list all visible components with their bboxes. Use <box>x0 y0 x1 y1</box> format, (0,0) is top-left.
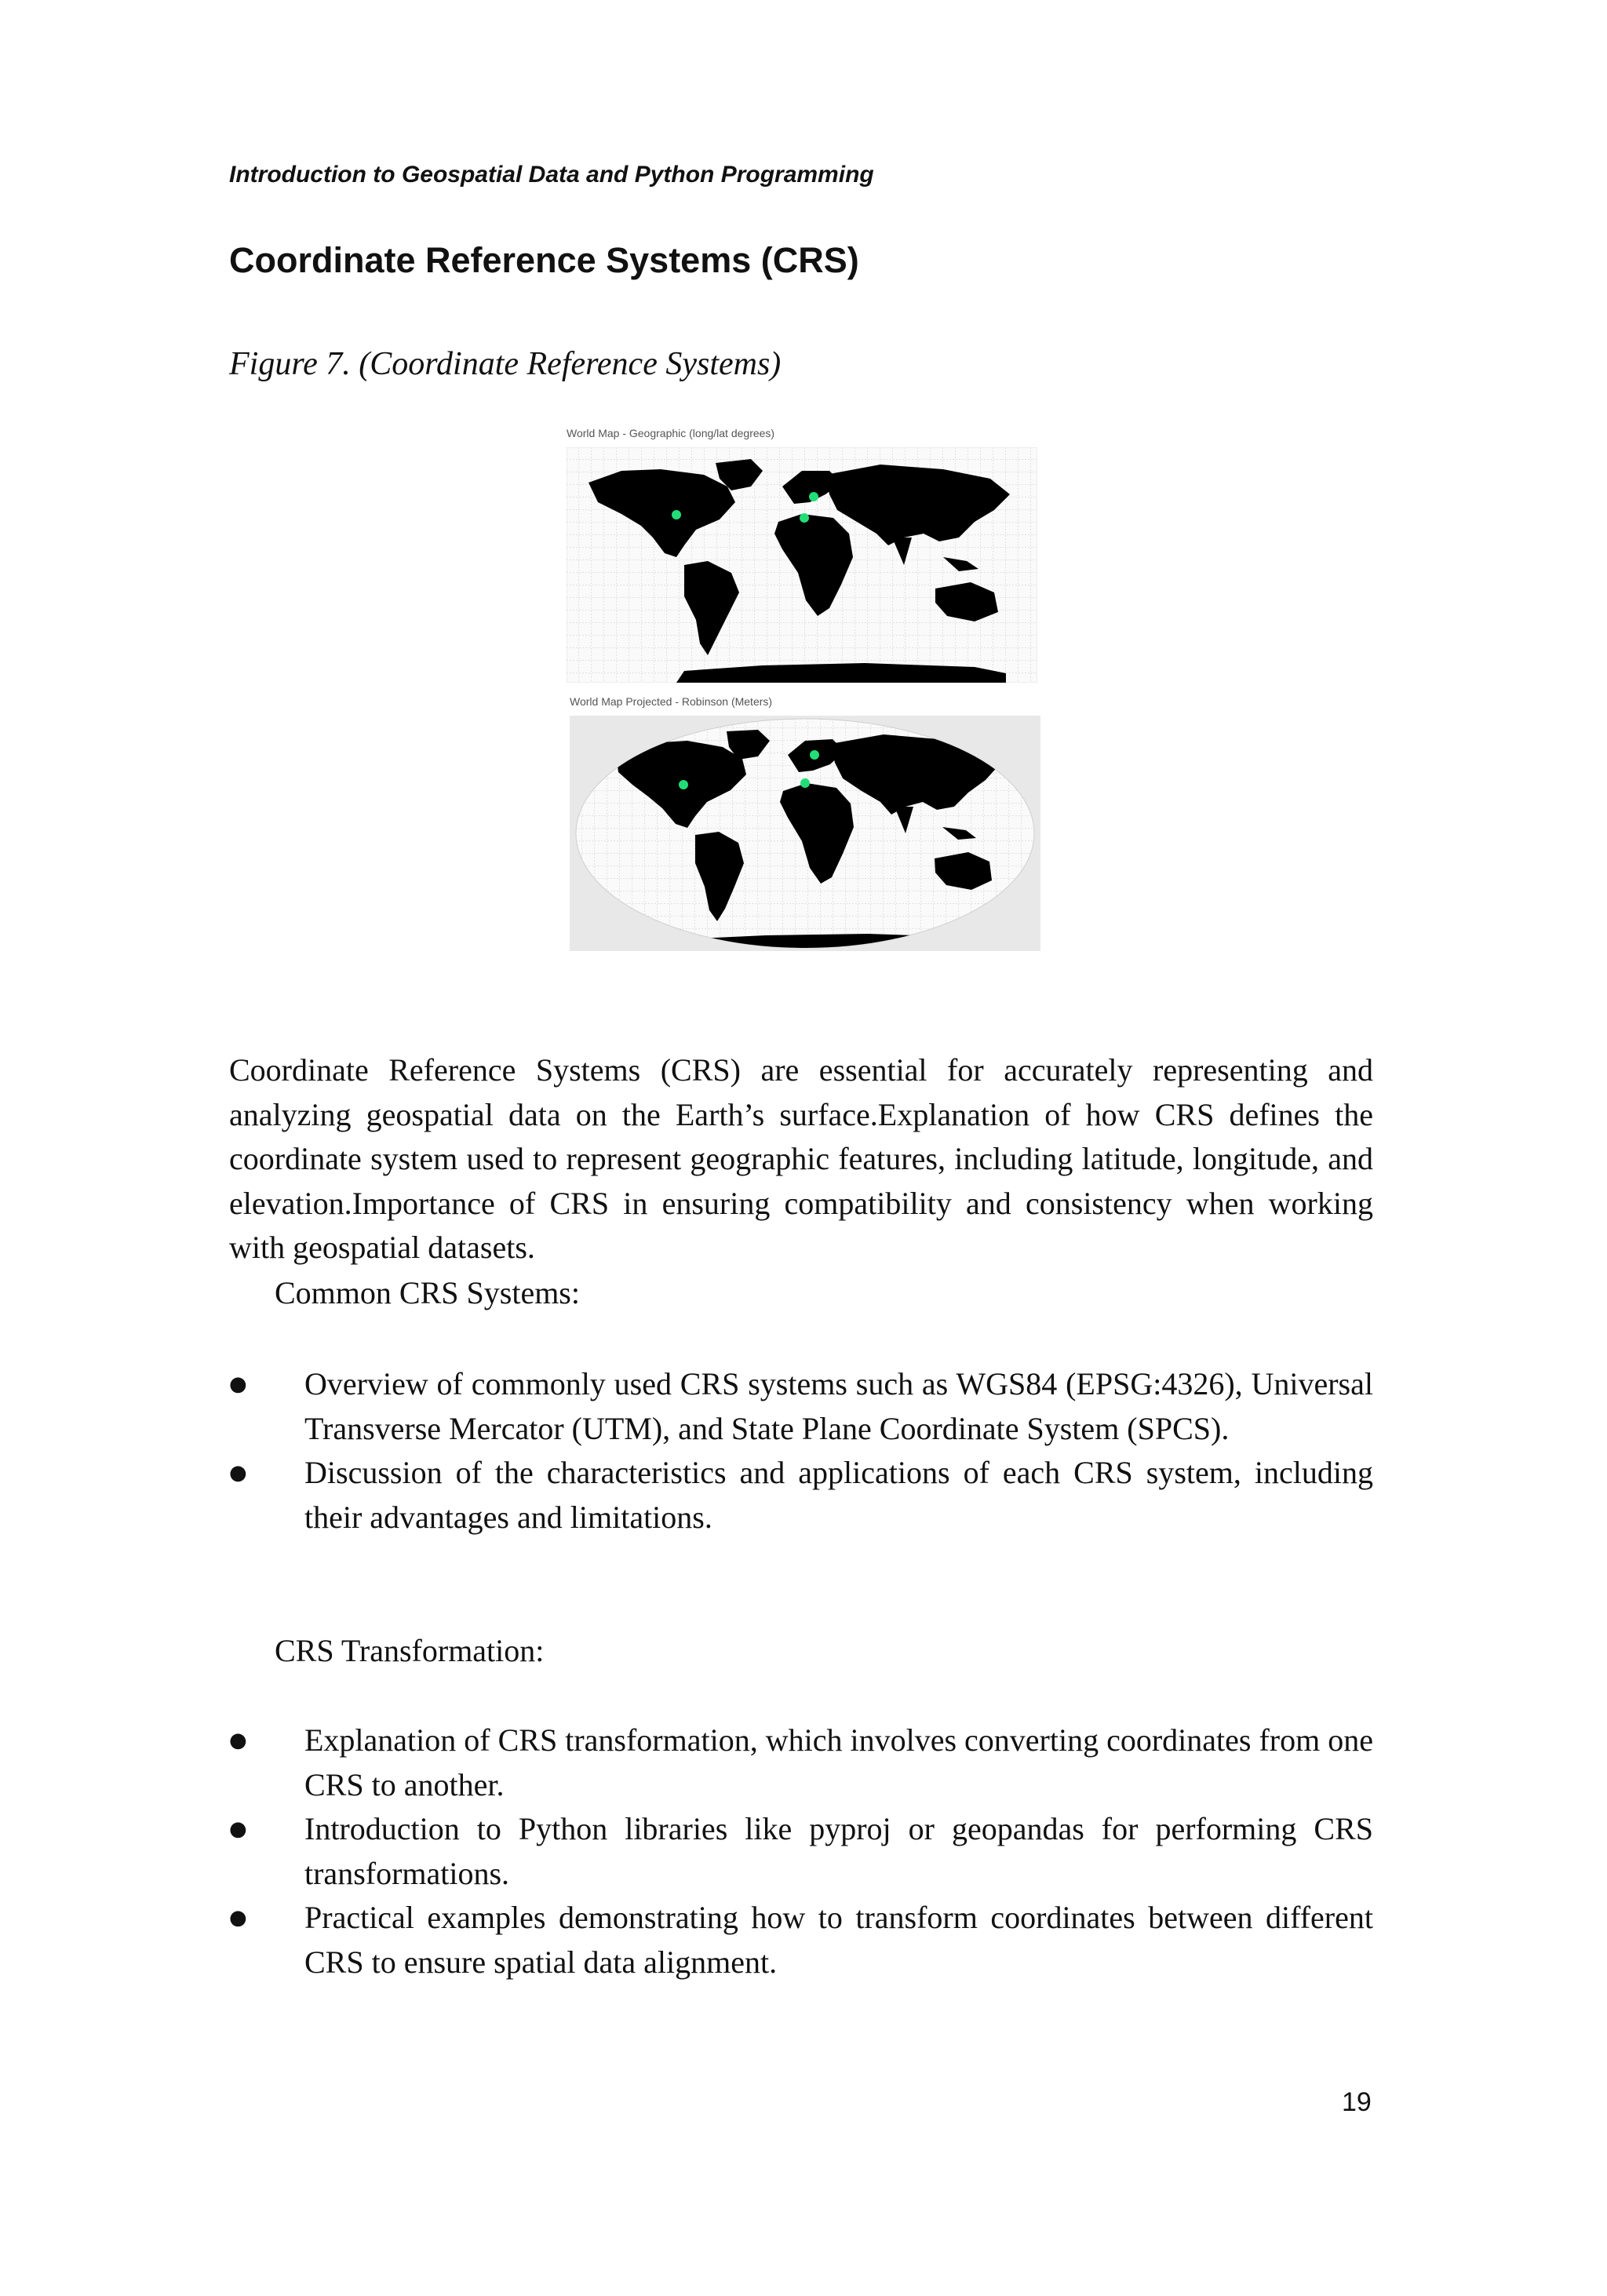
bullet-icon: ● <box>229 1729 247 1752</box>
north-america-marker <box>672 510 681 519</box>
geographic-map-figure <box>567 427 1037 686</box>
europe-marker-south-projected <box>800 778 810 788</box>
bullet-icon: ● <box>229 1906 247 1930</box>
list-item: ● Introduction to Python libraries like pyproj or geopandas for performing CRS transformations. <box>229 1807 1373 1896</box>
robinson-map-figure <box>570 695 1040 954</box>
crs-transformation-heading: CRS Transformation: <box>275 1633 545 1668</box>
bullet-icon: ● <box>229 1372 247 1396</box>
page-number: 19 <box>1342 2087 1372 2117</box>
list-item: ● Discussion of the characteristics and applications of each CRS system, including their advantages and limitations. <box>229 1451 1373 1540</box>
list-item: ● Explanation of CRS transformation, which involves converting coordinates from one CRS to another. <box>229 1718 1373 1807</box>
intro-paragraph: Coordinate Reference Systems (CRS) are essential for accurately representing and analyzing geospatial data on the Earth’s surface.Explanation of how CRS defines the coordinate system used to represent geographic features, including latitude, longitude, and elevation.Importance of CRS in ensuring compatibility and consistency when working with geospatial datasets. <box>229 1052 1373 1265</box>
running-header: Introduction to Geospatial Data and Python Programming <box>229 162 874 188</box>
section-title: Coordinate Reference Systems (CRS) <box>229 240 859 280</box>
geographic-world-map <box>567 447 1037 683</box>
robinson-map-title: World Map Projected - Robinson (Meters) <box>570 695 773 708</box>
common-crs-heading: Common CRS Systems: <box>275 1275 580 1310</box>
list-item: ● Practical examples demonstrating how to transform coordinates between different CRS to ensure spatial data alignment. <box>229 1896 1373 1984</box>
robinson-world-map <box>570 716 1040 951</box>
bullet-icon: ● <box>229 1461 247 1485</box>
europe-marker-north <box>809 492 818 501</box>
list-item: ● Overview of commonly used CRS systems such as WGS84 (EPSG:4326), Universal Transverse Mercator (UTM), and State Plane Coordinate System (SPCS). <box>229 1362 1373 1451</box>
europe-marker-north-projected <box>810 750 819 760</box>
bullet-icon: ● <box>229 1817 247 1841</box>
common-crs-list <box>229 1362 1373 1540</box>
figure-caption: Figure 7. (Coordinate Reference Systems) <box>229 346 782 382</box>
geographic-map-title: World Map - Geographic (long/lat degrees) <box>567 427 775 439</box>
europe-marker-south <box>800 513 809 523</box>
north-america-marker-projected <box>679 780 688 789</box>
crs-transformation-list <box>229 1718 1373 1984</box>
